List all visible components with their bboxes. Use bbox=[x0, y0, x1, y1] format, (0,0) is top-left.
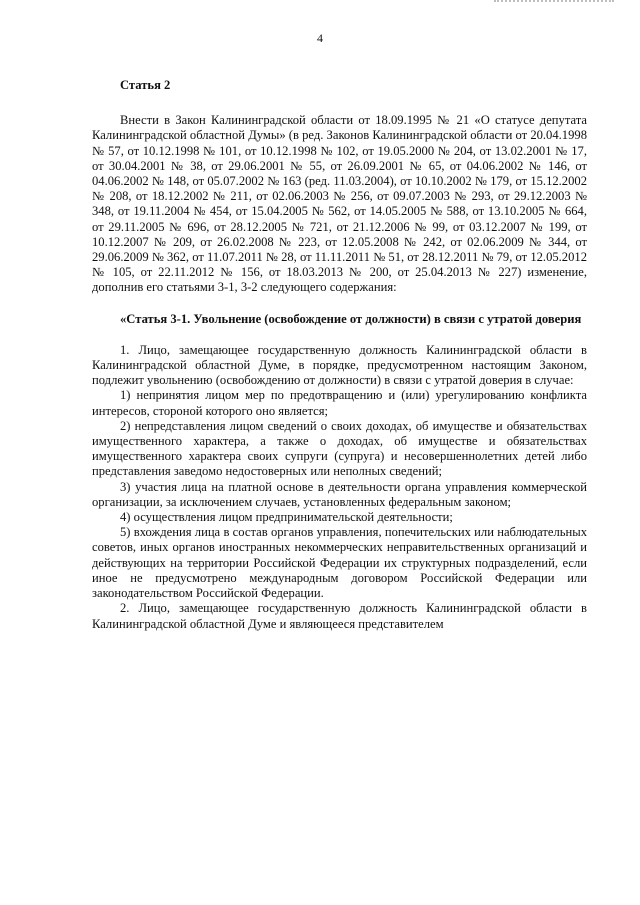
list-item: 1) непринятия лицом мер по предотвращению и (или) урегулированию конфликта интересов, стороной которого оно является; bbox=[92, 388, 587, 418]
article-heading: Статья 2 bbox=[120, 78, 171, 92]
intro-paragraph: Внести в Закон Калининградской области от 18.09.1995 № 21 «О статусе депутата Калининградской областной Думы» (в ред. Законов Калининградской области от 20.04.1998 № 57, от 10.12.1998 № 101, от 10.12.1998 № 102, от 19.05.2000 № 204, от 13.02.2001 № 17, от 30.04.2001 № 38, от 29.06.2001 № 55, от 26.09.2001 № 65, от 04.06.2002 № 146, от 04.06.2002 № 148, от 05.07.2002 № 163 (ред. 11.03.2004), от 10.10.2002 № 179, от 15.12.2002 № 208, от 18.12.2002 № 211, от 02.06.2003 № 256, от 09.07.2003 № 293, от 29.12.2003 № 348, от 19.11.2004 № 454, от 15.04.2005 № 562, от 14.05.2005 № 588, от 13.10.2005 № 664, от 29.11.2005 № 696, от 28.12.2005 № 721, от 21.12.2006 № 99, от 03.12.2007 № 199, от 10.12.2007 № 209, от 26.02.2008 № 223, от 12.05.2008 № 242, от 02.06.2009 № 344, от 29.06.2009 № 362, от 11.07.2011 № 28, от 11.11.2011 № 51, от 28.12.2011 № 79, от 12.05.2012 № 105, от 22.11.2012 № 156, от 18.03.2013 № 200, от 25.04.2013 № 227) изменение, дополнив его статьями 3-1, 3-2 следующего содержания: bbox=[92, 113, 587, 295]
paragraph-2: 2. Лицо, замещающее государственную должность Калининградской области в Калининградской областной Думе и являющееся представителем bbox=[92, 601, 587, 631]
document-body bbox=[92, 78, 587, 632]
article-3-1-title: «Статья 3-1. Увольнение (освобождение от должности) в связи с утратой доверия bbox=[120, 311, 582, 326]
list-item: 5) вхождения лица в состав органов управления, попечительских или наблюдательных советов, иных органов иностранных некоммерческих неправительственных организаций и действующих на территории Российской Федерации их структурных подразделений, если иное не предусмотрено международным договором Российской Федерации или законодательством Российской Федерации. bbox=[92, 525, 587, 601]
paragraph-1: 1. Лицо, замещающее государственную должность Калининградской области в Калининградской областной Думе, в порядке, предусмотренном настоящим Законом, подлежит увольнению (освобождению от должности) в связи с утратой доверия в случае: bbox=[92, 342, 587, 388]
list-item: 2) непредставления лицом сведений о своих доходах, об имуществе и обязательствах имущественного характера, а также о доходах, об имуществе и обязательствах имущественного характера своих супруги (супруга) и несовершеннолетних детей либо представления заведомо недостоверных или неполных сведений; bbox=[92, 418, 587, 479]
list-item: 4) осуществления лицом предпринимательской деятельности; bbox=[120, 510, 453, 525]
scan-artifact bbox=[494, 0, 614, 6]
page-number: 4 bbox=[317, 31, 323, 45]
list-item: 3) участия лица на платной основе в деятельности органа управления коммерческой организации, за исключением случаев, установленных федеральным законом; bbox=[92, 479, 587, 509]
